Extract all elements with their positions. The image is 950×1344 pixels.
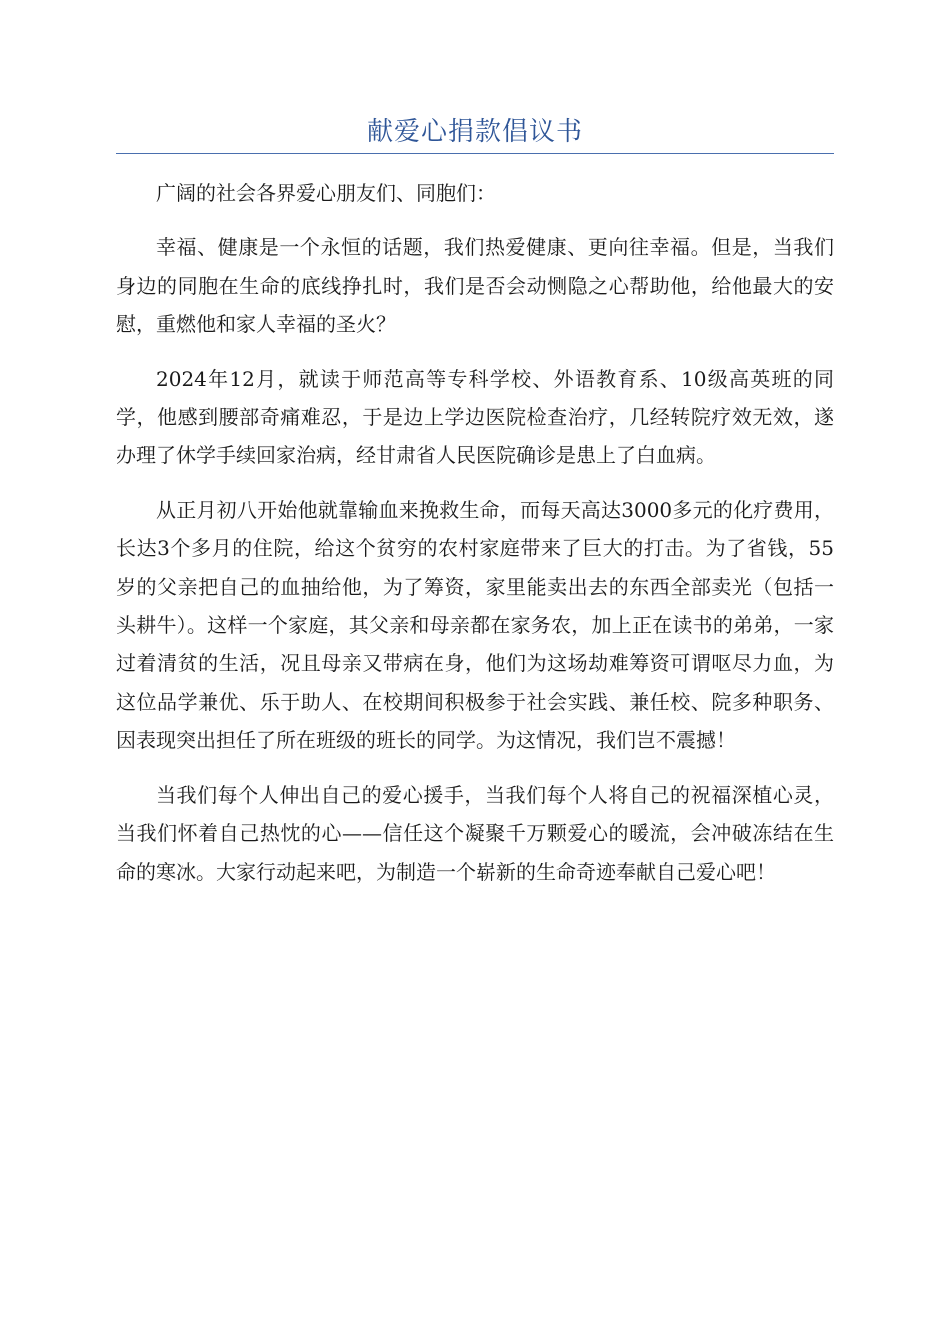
document-body: [116, 174, 834, 907]
body-paragraph-2: 2024年12月，就读于师范高等专科学校、外语教育系、10级高英班的同学，他感到腰部奇痛难忍，于是边上学边医院检查治疗，几经转院疗效无效，遂办理了休学手续回家治病，经甘肃省人民医院确诊是患上了白血病。: [116, 366, 834, 468]
body-paragraph-4: 当我们每个人伸出自己的爱心援手，当我们每个人将自己的祝福深植心灵，当我们怀着自己热忱的心——信任这个凝聚千万颗爱心的暖流，会冲破冻结在生命的寒冰。大家行动起来吧，为制造一个崭新的生命奇迹奉献自己爱心吧！: [116, 782, 834, 884]
document-title: 献爱心捐款倡议书: [366, 117, 583, 147]
body-paragraph-1: 幸福、健康是一个永恒的话题，我们热爱健康、更向往幸福。但是，当我们身边的同胞在生命的底线挣扎时，我们是否会动恻隐之心帮助他，给他最大的安慰，重燃他和家人幸福的圣火？: [116, 235, 834, 337]
body-paragraph-3: 从正月初八开始他就靠输血来挽救生命，而每天高达3000多元的化疗费用，长达3个多月的住院，给这个贫穷的农村家庭带来了巨大的打击。为了省钱，55岁的父亲把自己的血抽给他，为了筹资，家里能卖出去的东西全部卖光（包括一头耕牛）。这样一个家庭，其父亲和母亲都在家务农，加上正在读书的弟弟，一家过着清贫的生活，况且母亲又带病在身，他们为这场劫难筹资可谓呕尽力血，为这位品学兼优、乐于助人、在校期间积极参于社会实践、兼任校、院多种职务、因表现突出担任了所在班级的班长的同学。为这情况，我们岂不震撼！: [116, 497, 834, 753]
title-underline: [116, 153, 834, 154]
salutation-paragraph: 广阔的社会各界爱心朋友们、同胞们：: [156, 181, 496, 205]
